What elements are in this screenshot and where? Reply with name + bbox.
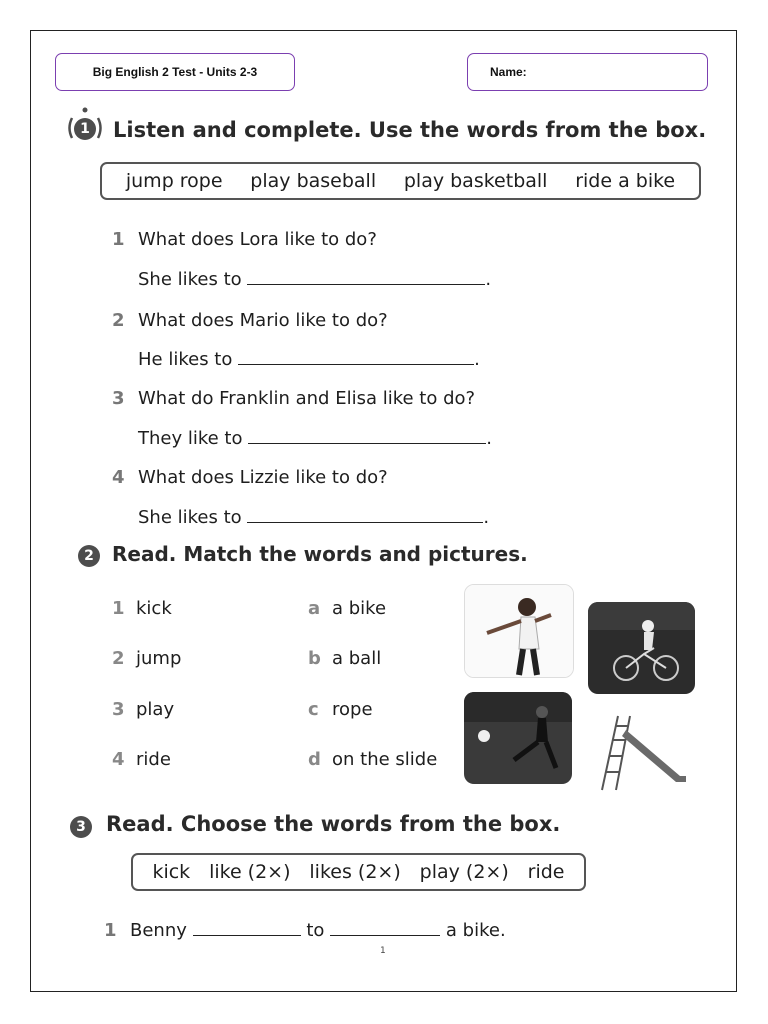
test-title: Big English 2 Test - Units 2-3 [92,65,258,79]
word-kick: kick [152,861,191,883]
answer-blank[interactable] [247,508,483,523]
word-jump-rope: jump rope [125,170,223,192]
match-left-2 [112,648,181,669]
answer-line-2 [138,349,480,370]
question-2 [112,310,388,331]
answer-line-3 [138,428,492,449]
word-like: like (2×) [209,861,291,883]
name-box[interactable] [467,53,708,91]
answer-prefix: She likes to [138,507,242,528]
answer-blank[interactable] [247,270,485,285]
section-1-title: Listen and complete. Use the words from the box. [113,118,707,142]
section-2-title: Read. Match the words and pictures. [112,542,528,566]
word-likes: likes (2×) [309,861,401,883]
item-number: 2 [112,648,125,669]
item-number: 1 [112,598,125,619]
match-right-d [308,749,437,770]
sentence-end: . [483,507,490,528]
section-3-number: 3 [70,816,92,838]
item-text: on the slide [332,749,438,770]
match-left-3 [112,699,174,720]
question-number: 3 [112,388,125,409]
item-text: jump [136,648,182,669]
sentence-end: . [474,349,480,370]
question-number: 2 [112,310,125,331]
page-number: 1 [380,946,386,956]
item-letter: a [308,598,321,619]
question-text: What does Lizzie like to do? [138,467,388,488]
section-3-sentence-1 [104,920,506,941]
answer-line-4 [138,507,489,528]
word-play: play (2×) [419,861,509,883]
item-letter: b [308,648,321,669]
question-text: What do Franklin and Elisa like to do? [138,388,476,409]
section-1-number: 1 [80,121,90,137]
item-letter: d [308,749,321,770]
picture-girl-jumping-rope [464,584,574,678]
item-text: play [136,699,175,720]
item-text: kick [136,598,172,619]
sentence-number: 1 [104,920,117,941]
item-text: a bike [332,598,387,619]
item-text: rope [332,699,373,720]
sentence-part-2: to [306,920,325,941]
answer-line-1 [138,269,491,290]
item-number: 4 [112,749,125,770]
word-ride-a-bike: ride a bike [575,170,676,192]
match-left-1 [112,598,172,619]
match-left-4 [112,749,171,770]
item-number: 3 [112,699,125,720]
question-4 [112,467,388,488]
question-1 [112,229,377,250]
sentence-part-1: Benny [130,920,187,941]
sentence-part-3: a bike. [445,920,506,941]
name-label: Name: [490,65,527,79]
picture-child-on-slide [588,710,695,794]
word-ride: ride [527,861,565,883]
item-text: ride [136,749,171,770]
question-number: 4 [112,467,125,488]
question-text: What does Lora like to do? [138,229,377,250]
word-play-baseball: play baseball [250,170,377,192]
item-letter: c [308,699,319,720]
question-3 [112,388,475,409]
section-3-title: Read. Choose the words from the box. [106,812,561,836]
match-right-b [308,648,381,669]
section-2-number: 2 [78,545,100,567]
answer-blank[interactable] [330,921,440,936]
word-play-basketball: play basketball [403,170,548,192]
answer-prefix: They like to [138,428,243,449]
answer-blank[interactable] [248,429,486,444]
test-title-box [55,53,295,91]
question-number: 1 [112,229,125,250]
item-text: a ball [332,648,382,669]
answer-blank[interactable] [238,350,474,365]
match-right-a [308,598,386,619]
match-right-c [308,699,373,720]
picture-boy-riding-bike [588,602,695,694]
sentence-end: . [486,428,492,449]
answer-prefix: She likes to [138,269,242,290]
section-3-word-box [131,853,586,891]
sentence-end: . [485,269,492,290]
question-text: What does Mario like to do? [138,310,388,331]
answer-blank[interactable] [193,921,301,936]
picture-boy-kicking-ball [464,692,572,784]
answer-prefix: He likes to [138,349,233,370]
section-1-word-box [100,162,701,200]
